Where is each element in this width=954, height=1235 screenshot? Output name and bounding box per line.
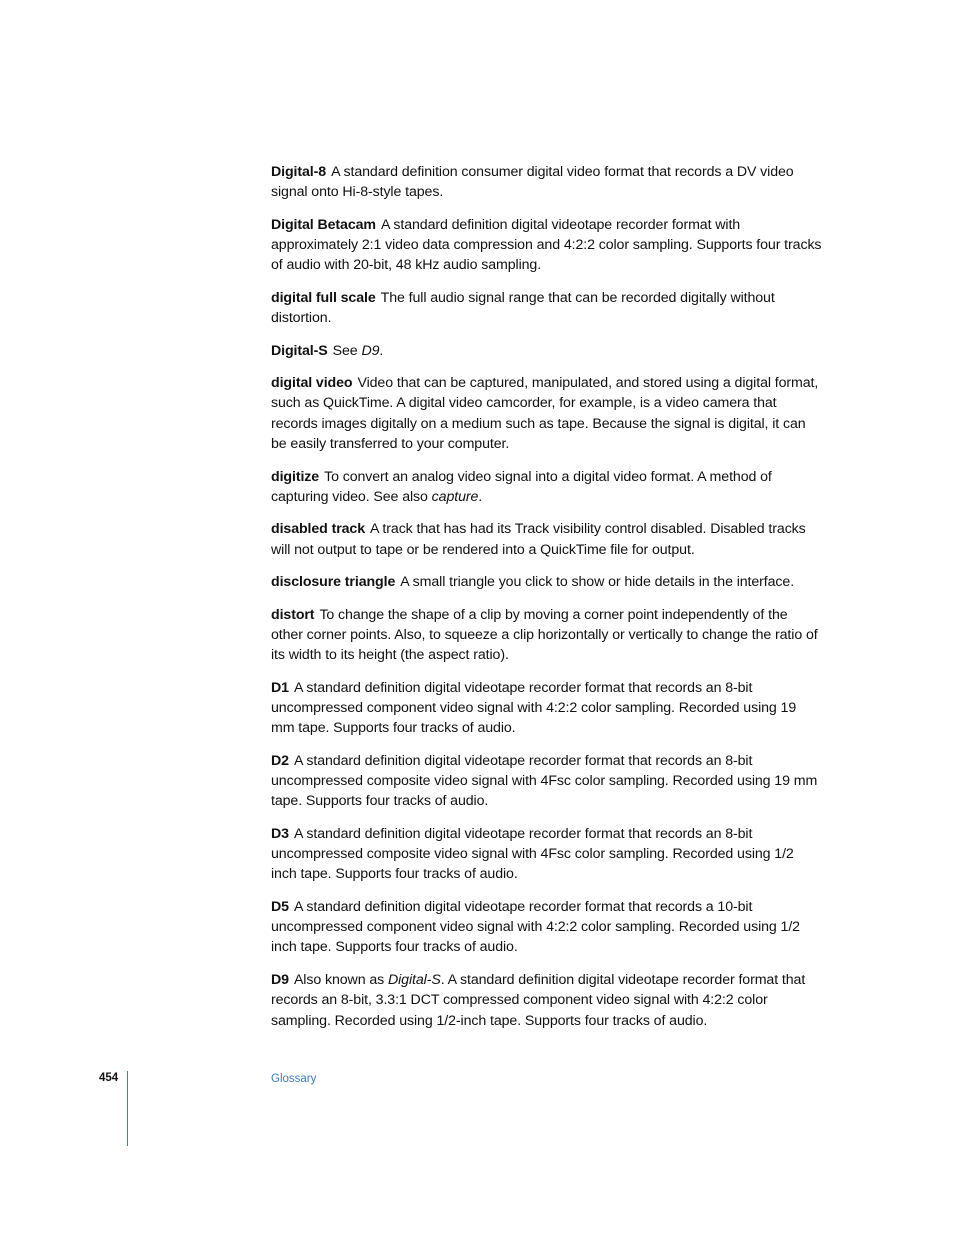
glossary-definition: Video that can be captured, manipulated, and stored using a digital format, such as QuickTime. A digital video camcorder, for example, is a video camera that records images digitally on a medium such as tape. Because the signal is digital, it can be easily transferred to your computer.	[271, 375, 819, 453]
glossary-entry-disabled-track	[271, 519, 823, 560]
glossary-definition: A standard definition digital videotape recorder format that records an 8-bit uncompressed composite video signal with 4Fsc color sampling. Recorded using 19 mm tape. Supports four tracks of audio.	[271, 752, 818, 810]
glossary-term: Digital Betacam	[271, 216, 376, 233]
glossary-definition: A standard definition consumer digital video format that records a DV video signal onto Hi-8-style tapes.	[271, 164, 794, 201]
glossary-entry-digital-betacam	[271, 215, 823, 276]
glossary-entry-d9	[271, 970, 823, 1031]
glossary-term: D3	[271, 825, 289, 842]
glossary-definition: A standard definition digital videotape recorder format that records an 8-bit uncompressed component video signal with 4:2:2 color sampling. Recorded using 19 mm tape. Supports four tracks of audio.	[271, 679, 797, 737]
glossary-term: disclosure triangle	[271, 574, 396, 591]
glossary-entry-disclosure-triangle	[271, 572, 823, 592]
glossary-term: Digital-S	[271, 342, 328, 359]
glossary-content	[271, 162, 823, 1043]
glossary-entry-digital-video	[271, 373, 823, 454]
section-label: Glossary	[271, 1073, 317, 1085]
glossary-entry-distort	[271, 605, 823, 666]
glossary-entry-d3	[271, 824, 823, 885]
glossary-definition-end: .	[379, 342, 384, 359]
glossary-definition-end: . A standard definition digital videotape recorder format that records an 8-bit, 3.3:1 DCT compressed component video signal with 4:2:2 color sampling. Recorded using 1/2-inch tape. Supports four tracks of audio.	[271, 971, 806, 1029]
glossary-term: D5	[271, 898, 289, 915]
glossary-term: digital full scale	[271, 289, 376, 306]
glossary-definition: See	[332, 342, 362, 359]
glossary-entry-d5	[271, 897, 823, 958]
glossary-definition: A standard definition digital videotape recorder format that records a 10-bit uncompressed component video signal with 4:2:2 color sampling. Recorded using 1/2 inch tape. Supports four tracks of audio.	[271, 898, 800, 956]
glossary-definition: Also known as	[293, 971, 388, 988]
cross-reference-link[interactable]: capture	[431, 488, 479, 505]
glossary-term: distort	[271, 606, 315, 623]
glossary-term: disabled track	[271, 521, 366, 538]
glossary-definition: A small triangle you click to show or hide details in the interface.	[400, 574, 795, 591]
glossary-definition: A track that has had its Track visibility control disabled. Disabled tracks will not output to tape or be rendered into a QuickTime file for output.	[271, 521, 806, 558]
cross-reference-link[interactable]: D9	[361, 342, 380, 359]
page-number: 454	[99, 1072, 119, 1084]
glossary-term: digitize	[271, 468, 320, 485]
glossary-definition: A standard definition digital videotape recorder format with approximately 2:1 video data compression and 4:2:2 color sampling. Supports four tracks of audio with 20-bit, 48 kHz audio sampling.	[271, 216, 822, 274]
glossary-definition: The full audio signal range that can be recorded digitally without distortion.	[271, 289, 775, 327]
glossary-term: digital video	[271, 375, 353, 392]
glossary-entry-digital-8	[271, 162, 823, 203]
cross-reference-link[interactable]: Digital-S	[387, 971, 441, 988]
glossary-entry-d1	[271, 678, 823, 739]
glossary-term: Digital-8	[271, 164, 327, 180]
glossary-entry-digital-full-scale	[271, 288, 823, 329]
glossary-entry-digital-s	[271, 341, 823, 361]
glossary-definition: A standard definition digital videotape recorder format that records an 8-bit uncompressed composite video signal with 4Fsc color sampling. Recorded using 1/2 inch tape. Supports four tracks of audio.	[271, 825, 794, 883]
glossary-term: D9	[271, 971, 289, 988]
glossary-term: D2	[271, 752, 289, 769]
glossary-definition-end: .	[478, 488, 483, 505]
glossary-definition: To change the shape of a clip by moving a corner point independently of the other corner points. Also, to squeeze a clip horizontally or vertically to change the ratio of its width to its height (the aspect ratio).	[271, 606, 818, 664]
glossary-definition: To convert an analog video signal into a digital video format. A method of capturing video. See also	[271, 468, 772, 505]
glossary-term: D1	[271, 679, 289, 696]
footer-divider	[127, 1071, 128, 1146]
glossary-entry-d2	[271, 751, 823, 812]
glossary-entry-digitize	[271, 467, 823, 508]
